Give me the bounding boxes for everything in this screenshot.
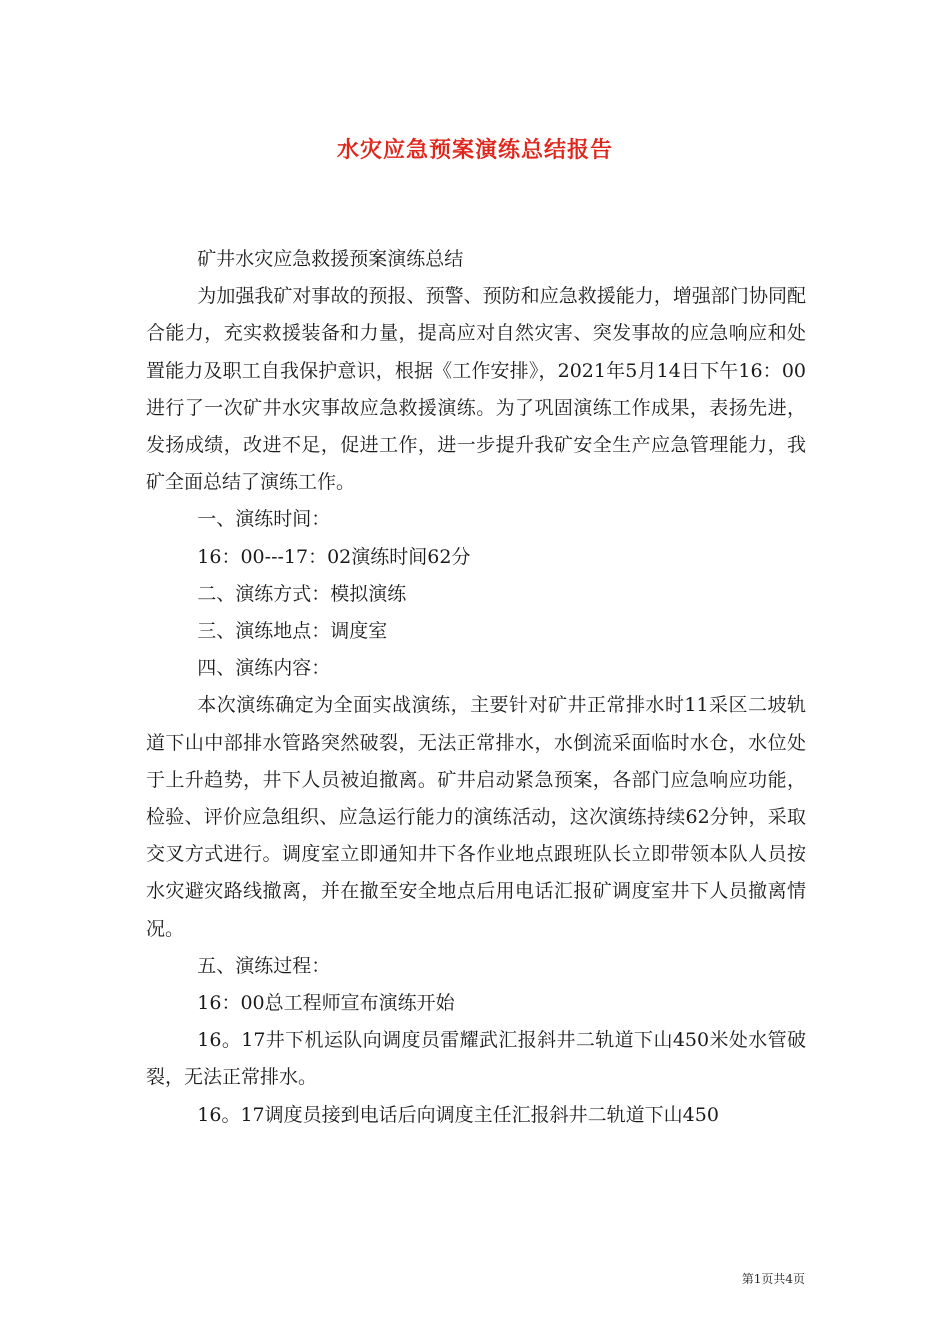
- page-number: 第1页共4页: [741, 1272, 805, 1286]
- paragraph-process-2: 16。17井下机运队向调度员雷耀武汇报斜井二轨道下山450米处水管破裂，无法正常排水。: [146, 1029, 806, 1089]
- document-body: [146, 241, 806, 1134]
- paragraph-intro: 为加强我矿对事故的预报、预警、预防和应急救援能力，增强部门协同配合能力，充实救援装备和力量，提高应对自然灾害、突发事故的应急响应和处置能力及职工自我保护意识，根据《工作安排》，2021年5月14日下午16：00进行了一次矿井水灾事故应急救援演练。为了巩固演练工作成果，表扬先进，发扬成绩，改进不足，促进工作，进一步提升我矿安全生产应急管理能力，我矿全面总结了演练工作。: [146, 285, 806, 494]
- paragraph-section-4-heading: 四、演练内容：: [197, 657, 331, 680]
- paragraph-drill-location: 三、演练地点：调度室: [197, 620, 388, 643]
- paragraph-section-1-heading: 一、演练时间：: [197, 508, 331, 531]
- paragraph-drill-method: 二、演练方式：模拟演练: [197, 582, 407, 605]
- document-title: 水灾应急预案演练总结报告: [336, 137, 613, 163]
- paragraph-drill-content: 本次演练确定为全面实战演练，主要针对矿井正常排水时11采区二坡轨道下山中部排水管路突然破裂，无法正常排水，水倒流采面临时水仓，水位处于上升趋势，井下人员被迫撤离。矿井启动紧急预案，各部门应急响应功能，检验、评价应急组织、应急运行能力的演练活动，这次演练持续62分钟，采取交叉方式进行。调度室立即通知井下各作业地点跟班队长立即带领本队人员按水灾避灾路线撤离，并在撤至安全地点后用电话汇报矿调度室井下人员撤离情况。: [146, 694, 806, 940]
- paragraph-process-3: 16。17调度员接到电话后向调度主任汇报斜井二轨道下山450: [197, 1103, 719, 1126]
- paragraph-drill-time: 16：00---17：02演练时间62分: [197, 545, 471, 568]
- paragraph-section-5-heading: 五、演练过程：: [197, 954, 331, 977]
- paragraph-subtitle: 矿井水灾应急救援预案演练总结: [197, 248, 464, 270]
- paragraph-process-1: 16：00总工程师宣布演练开始: [197, 992, 455, 1015]
